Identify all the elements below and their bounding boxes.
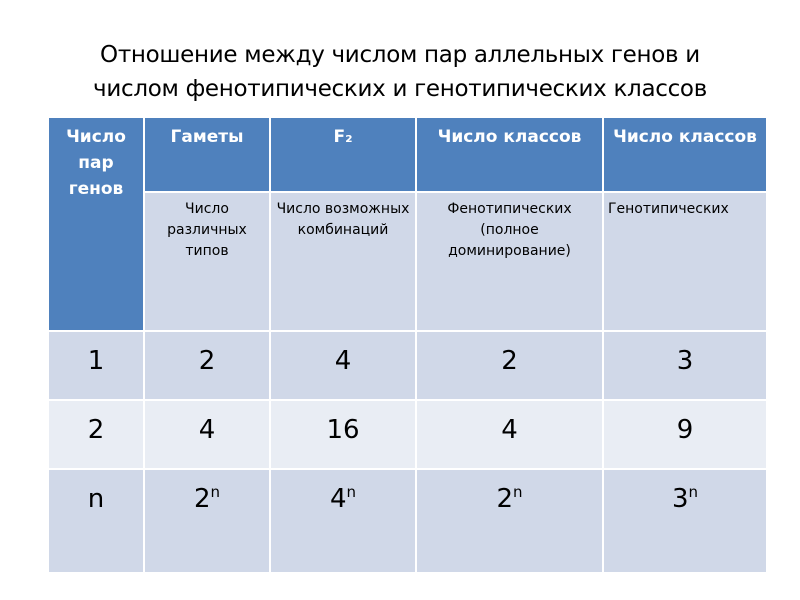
- title-line-1: Отношение между числом пар аллельных генов и: [100, 42, 700, 68]
- cell-pairs: n: [48, 469, 144, 573]
- cell-base: 4: [329, 484, 347, 514]
- cell-exponent: n: [210, 483, 221, 501]
- table-subheader-row: [48, 192, 767, 331]
- cell-gametes: 4: [144, 400, 270, 469]
- header-classes-2: Число классов: [603, 117, 767, 192]
- table-row: [48, 400, 767, 469]
- cell-exponent: n: [688, 483, 699, 501]
- cell-gametes: 2: [144, 331, 270, 400]
- subheader-gamete-types: Число различных типов: [144, 192, 270, 331]
- cell-f2: [270, 469, 416, 573]
- cell-base: 2: [496, 484, 514, 514]
- table-row: [48, 469, 767, 573]
- cell-phenotypic: 2: [416, 331, 603, 400]
- table-header-row: [48, 117, 767, 192]
- cell-phenotypic: [416, 469, 603, 573]
- cell-exponent: n: [513, 483, 523, 501]
- header-gene-pairs: Число пар генов: [48, 117, 144, 331]
- cell-genotypic: [603, 469, 767, 573]
- cell-pairs: 2: [48, 400, 144, 469]
- genes-classes-table: [47, 116, 768, 574]
- header-gametes: Гаметы: [144, 117, 270, 192]
- cell-genotypic: 9: [603, 400, 767, 469]
- cell-f2: 4: [270, 331, 416, 400]
- cell-f2: 16: [270, 400, 416, 469]
- cell-gametes: [144, 469, 270, 573]
- cell-phenotypic: 4: [416, 400, 603, 469]
- cell-base: 2: [193, 484, 211, 514]
- table-row: [48, 331, 767, 400]
- title-line-2: числом фенотипических и генотипических классов: [93, 76, 707, 102]
- subheader-phenotypic: Фенотипических (полное доминирование): [416, 192, 603, 331]
- slide-title: [0, 38, 800, 106]
- header-f2: F₂: [270, 117, 416, 192]
- cell-exponent: n: [346, 483, 357, 501]
- cell-genotypic: 3: [603, 331, 767, 400]
- subheader-f2-combinations: Число возможных комбинаций: [270, 192, 416, 331]
- subheader-genotypic: Генотипических: [603, 192, 767, 331]
- header-classes-1: Число классов: [416, 117, 603, 192]
- cell-base: 3: [671, 484, 689, 514]
- cell-pairs: 1: [48, 331, 144, 400]
